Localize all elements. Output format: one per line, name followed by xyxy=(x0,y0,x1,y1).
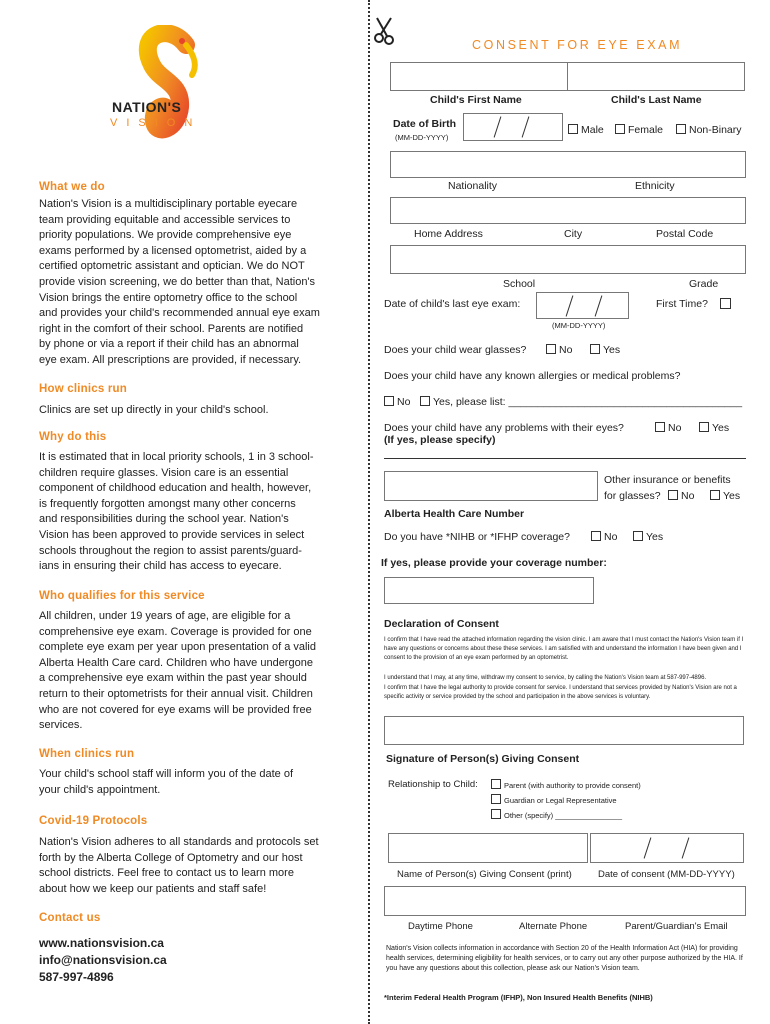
section-text: Clinics are set up directly in your child's school. xyxy=(39,404,269,416)
brand-name-vision: VISION xyxy=(110,117,202,129)
declaration-heading: Declaration of Consent xyxy=(384,618,499,630)
allergies-no-checkbox[interactable]: No xyxy=(384,396,410,408)
section-text: Nation's Vision is a multidisciplinary portable eyecare team providing equitable and accessible services to priority populations. We provide comprehensive eye exams performed by a licensed optometrist, aided by a certified optometric assistant and optician. We do NOT provide vision screening, we do better than that, Nation's Vision brings the entire optometry office to the school and provides your child's recommended annual eye exam right in the comfort of their school. Parents are notified by phone or via a report if their child has an abnormal eye exam. All prescriptions are provided, if necessary. xyxy=(39,198,320,366)
consent-date-input[interactable] xyxy=(590,833,744,863)
other-insurance-label-2: for glasses? xyxy=(604,490,661,502)
relationship-guardian-checkbox[interactable]: Guardian or Legal Representative xyxy=(491,794,617,805)
ethnicity-label: Ethnicity xyxy=(635,180,675,192)
grade-label: Grade xyxy=(689,278,719,290)
ahc-number-input[interactable] xyxy=(384,471,598,501)
last-eye-exam-label: Date of child's last eye exam: xyxy=(384,298,521,310)
section-text: All children, under 19 years of age, are eligible for a comprehensive eye exam. Coverage is provided for one complete eye exam per year upon presentation of a valid Alberta Health Care card. Children who have undergone a comprehensive eye exam within the past year should return to their optometrists for their annual visit. Children who are not covered for eye exams will be provided free services. xyxy=(39,610,316,732)
dob-input[interactable] xyxy=(463,113,563,141)
nihb-yes-checkbox[interactable]: Yes xyxy=(633,531,663,543)
ahc-number-label: Alberta Health Care Number xyxy=(384,508,525,520)
city-label: City xyxy=(564,228,583,240)
gender-nonbinary-checkbox[interactable]: Non-Binary xyxy=(676,124,742,136)
declaration-paragraph: I understand that I may, at any time, withdraw my consent to service, by calling the Nation's Vision team at 587-997-4896. xyxy=(384,675,707,681)
dob-format: (MM-DD-YYYY) xyxy=(395,133,449,142)
coverage-number-input[interactable] xyxy=(384,577,594,604)
section-heading: When clinics run xyxy=(39,748,135,760)
footnote: *Interim Federal Health Program (IFHP), Non Insured Health Benefits (NIHB) xyxy=(384,993,653,1002)
first-time-checkbox[interactable] xyxy=(720,298,731,309)
glasses-yes-checkbox[interactable]: Yes xyxy=(590,344,620,356)
gender-male-checkbox[interactable]: Male xyxy=(568,124,604,136)
allergies-yes-checkbox[interactable]: Yes, please list: ________________________________________ xyxy=(420,396,742,408)
nationality-label: Nationality xyxy=(448,180,498,192)
section-heading: How clinics run xyxy=(39,383,127,395)
address-input[interactable] xyxy=(390,197,746,224)
cut-line xyxy=(368,0,370,1024)
last-eye-exam-input[interactable] xyxy=(536,292,629,319)
alternate-phone-label: Alternate Phone xyxy=(519,921,588,932)
eye-problems-no-checkbox[interactable]: No xyxy=(655,422,681,434)
childs-last-name-label: Child's Last Name xyxy=(611,94,702,106)
home-address-label: Home Address xyxy=(414,228,483,240)
insurance-yes-checkbox[interactable]: Yes xyxy=(710,490,740,502)
relationship-parent-checkbox[interactable]: Parent (with authority to provide consent) xyxy=(491,779,641,790)
daytime-phone-label: Daytime Phone xyxy=(408,921,473,932)
section-heading: Covid-19 Protocols xyxy=(39,815,148,827)
nihb-question: Do you have *NIHB or *IFHP coverage? xyxy=(384,531,570,543)
glasses-no-checkbox[interactable]: No xyxy=(546,344,572,356)
section-text: Your child's school staff will inform you of the date of your child's appointment. xyxy=(39,768,294,796)
coverage-number-label: If yes, please provide your coverage number: xyxy=(381,557,607,569)
section-heading: Why do this xyxy=(39,431,107,443)
signature-heading: Signature of Person(s) Giving Consent xyxy=(386,753,580,765)
eye-problems-question: Does your child have any problems with their eyes? xyxy=(384,422,624,434)
insurance-no-checkbox[interactable]: No xyxy=(668,490,694,502)
other-insurance-label: Other insurance or benefits xyxy=(604,474,731,486)
phone-email-input[interactable] xyxy=(384,886,746,916)
section-heading: What we do xyxy=(39,181,105,193)
consent-name-input[interactable] xyxy=(388,833,588,863)
relationship-label: Relationship to Child: xyxy=(388,779,478,790)
last-exam-format: (MM-DD-YYYY) xyxy=(552,321,606,330)
signature-input[interactable] xyxy=(384,716,744,745)
postal-code-label: Postal Code xyxy=(656,228,714,240)
contact-website[interactable]: www.nationsvision.ca xyxy=(39,936,164,950)
allergies-question: Does your child have any known allergies or medical problems? xyxy=(384,370,681,382)
relationship-other-checkbox[interactable]: Other (specify) ________________ xyxy=(491,809,622,820)
childs-first-name-label: Child's First Name xyxy=(430,94,522,106)
section-text: Nation's Vision adheres to all standards and protocols set forth by the Alberta College of Optometry and our host school districts. Feel free to contact us to learn more about how we keep our patients and staff safe! xyxy=(39,836,319,895)
contact-phone: 587-997-4896 xyxy=(39,970,114,984)
scissors-icon xyxy=(371,14,399,51)
eye-problems-yes-checkbox[interactable]: Yes xyxy=(699,422,729,434)
brand-name: NATION'S xyxy=(112,99,182,115)
if-yes-specify: (If yes, please specify) xyxy=(384,434,496,446)
guardian-email-label: Parent/Guardian's Email xyxy=(625,921,728,932)
nihb-no-checkbox[interactable]: No xyxy=(591,531,617,543)
school-input[interactable] xyxy=(390,245,746,274)
consent-name-label: Name of Person(s) Giving Consent (print) xyxy=(397,869,572,880)
specify-line[interactable] xyxy=(384,458,746,459)
childs-last-name-input[interactable] xyxy=(567,62,745,91)
childs-first-name-input[interactable] xyxy=(390,62,568,91)
declaration-paragraph: I confirm that I have the legal authority to provide consent for service. I understand that services provided by Nation's Vision are not a specific activity or service provided by the school and participation in the above services is voluntary. xyxy=(384,685,737,700)
first-time-label: First Time? xyxy=(656,298,708,310)
gender-female-checkbox[interactable]: Female xyxy=(615,124,663,136)
consent-date-label: Date of consent (MM-DD-YYYY) xyxy=(598,869,735,880)
privacy-note: Nation's Vision collects information in accordance with Section 20 of the Health Information Act (HIA) for providing health services, determining eligibility for health services, or to carry out any other purpose authorized by the HIA. If you have any questions about this collection, please ask our Nation's Vision team. xyxy=(386,945,743,972)
wear-glasses-question: Does your child wear glasses? xyxy=(384,344,527,356)
form-title: CONSENT FOR EYE EXAM xyxy=(472,38,683,52)
section-heading: Who qualifies for this service xyxy=(39,590,205,602)
contact-email[interactable]: info@nationsvision.ca xyxy=(39,953,167,967)
section-heading: Contact us xyxy=(39,912,101,924)
school-label: School xyxy=(503,278,536,290)
section-text: It is estimated that in local priority schools, 1 in 3 school- children require glasses. Vision care is an essential component of childhood education and health, however, is frequently forgotten amongst many other concerns and responsibilities during the school year. Nation's Vision has been approved to provide services in select schools throughout the region to assist parents/guard- ians in ensuring their child has access to eyecare. xyxy=(39,451,314,573)
dob-label: Date of Birth xyxy=(393,118,456,130)
nationality-ethnicity-input[interactable] xyxy=(390,151,746,178)
declaration-paragraph: I confirm that I have read the attached information regarding the vision clinic. I am aware that I must contact the Nation's Vision team if I have any questions or concerns about these these services. I am satisfied with and understand the information I have been given and I consent to the provision of an eye exam performed by an optometrist. xyxy=(384,637,744,661)
